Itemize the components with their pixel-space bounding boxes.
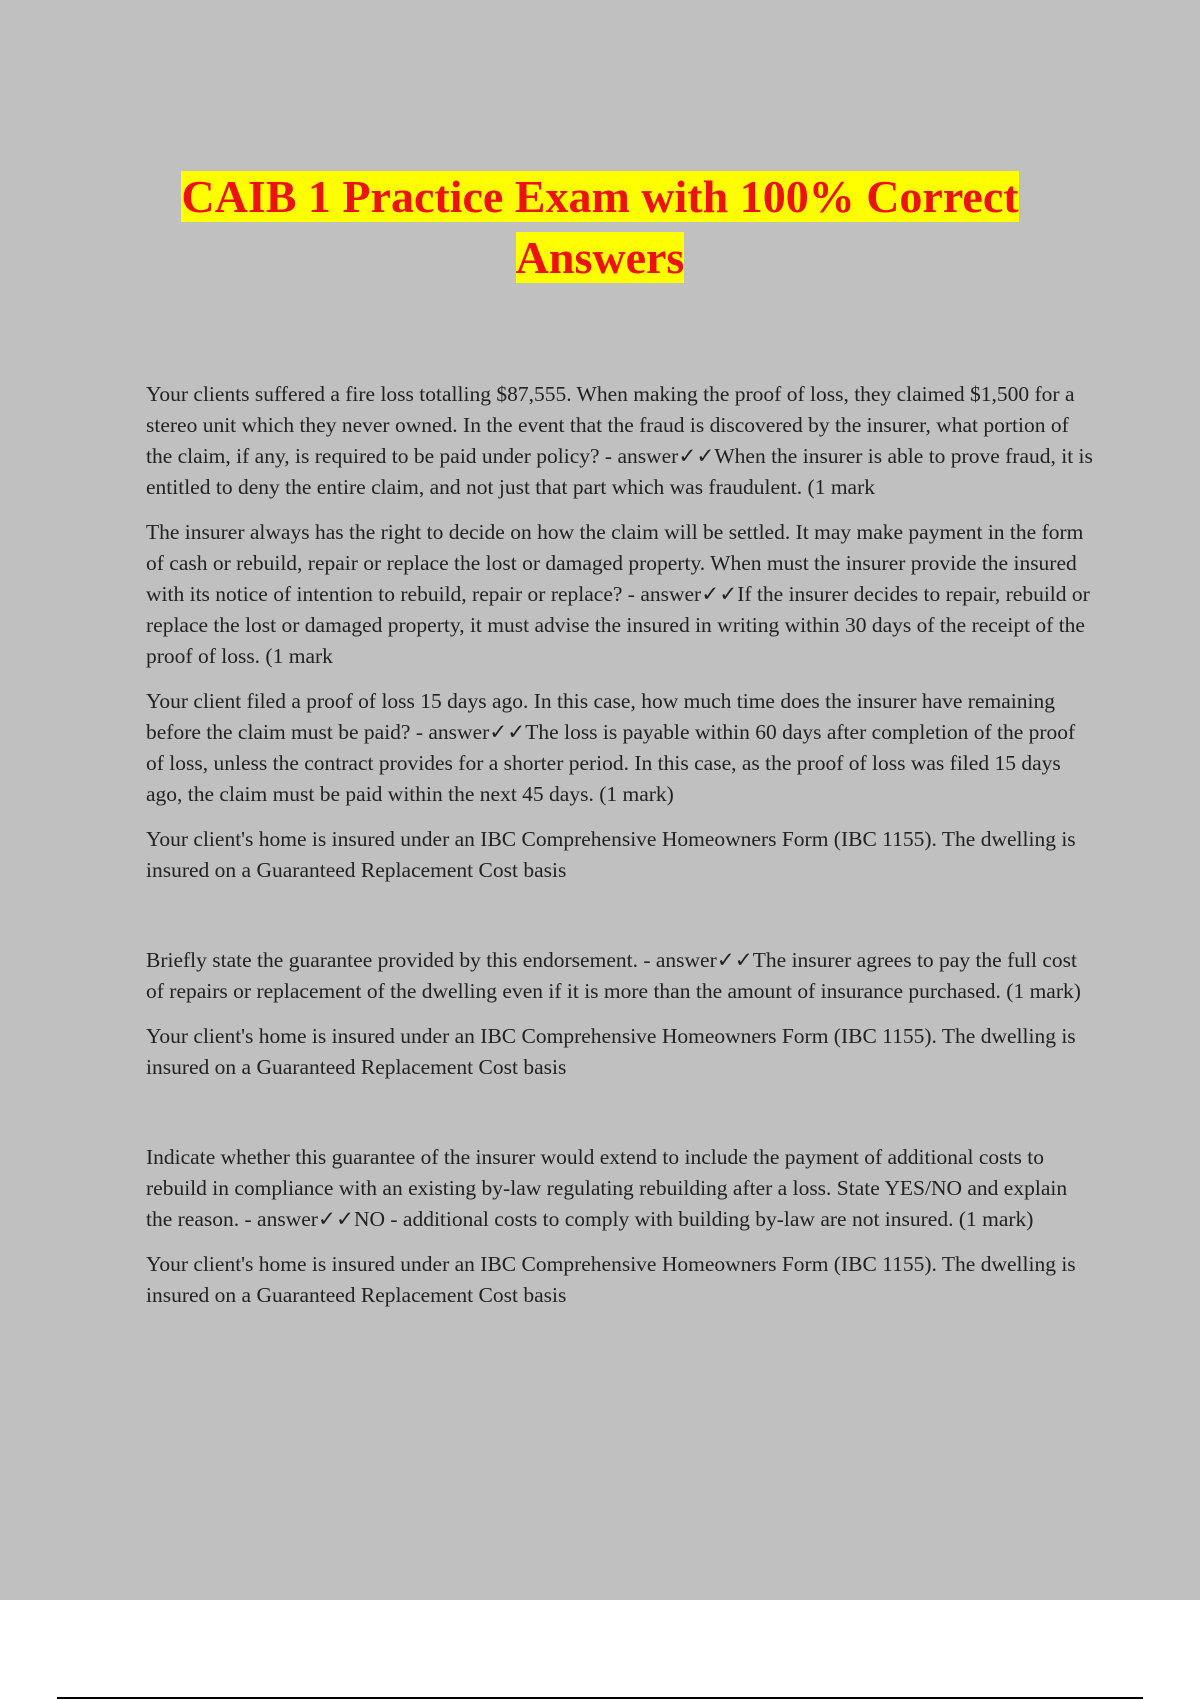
question-paragraph: Indicate whether this guarantee of the insurer would extend to include the payment of additional costs to rebuild in compliance with an existing by-law regulating rebuilding after a loss. State YES/NO and explain the reason. - answer✓✓NO - additional costs to comply with building by-law are not insured. (1 mark) xyxy=(146,1145,1068,1231)
question-context-paragraph: Your client's home is insured under an IBC Comprehensive Homeowners Form (IBC 1155). The dwelling is insured on a Guaranteed Replacement Cost basis xyxy=(146,1024,1076,1079)
page-title xyxy=(0,166,1200,288)
question-context-paragraph: Your client's home is insured under an IBC Comprehensive Homeowners Form (IBC 1155). The dwelling is insured on a Guaranteed Replacement Cost basis xyxy=(146,827,1076,882)
footer-divider xyxy=(57,1697,1143,1699)
document-body xyxy=(146,379,1096,1325)
question-paragraph: Your client filed a proof of loss 15 days ago. In this case, how much time does the insurer have remaining before the claim must be paid? - answer✓✓The loss is payable within 60 days after completion of the proof of loss, unless the contract provides for a shorter period. In this case, as the proof of loss was filed 15 days ago, the claim must be paid within the next 45 days. (1 mark) xyxy=(146,689,1076,806)
question-paragraph: The insurer always has the right to decide on how the claim will be settled. It may make payment in the form of cash or rebuild, repair or replace the lost or damaged property. When must the insurer provide the insured with its notice of intention to rebuild, repair or replace? - answer✓✓If the insurer decides to repair, rebuild or replace the lost or damaged property, it must advise the insured in writing within 30 days of the receipt of the proof of loss. (1 mark xyxy=(146,520,1090,668)
question-paragraph: Briefly state the guarantee provided by this endorsement. - answer✓✓The insurer agrees to pay the full cost of repairs or replacement of the dwelling even if it is more than the amount of insurance purchased. (1 mark) xyxy=(146,948,1081,1003)
page-title-line-1: CAIB 1 Practice Exam with 100% Correct xyxy=(181,171,1019,222)
page-title-line-2: Answers xyxy=(515,232,685,283)
question-paragraph: Your clients suffered a fire loss totalling $87,555. When making the proof of loss, they claimed $1,500 for a stereo unit which they never owned. In the event that the fraud is discovered by the insurer, what portion of the claim, if any, is required to be paid under policy? - answer✓✓When the insurer is able to prove fraud, it is entitled to deny the entire claim, and not just that part which was fraudulent. (1 mark xyxy=(146,382,1093,499)
question-context-paragraph: Your client's home is insured under an IBC Comprehensive Homeowners Form (IBC 1155). The dwelling is insured on a Guaranteed Replacement Cost basis xyxy=(146,1252,1076,1307)
